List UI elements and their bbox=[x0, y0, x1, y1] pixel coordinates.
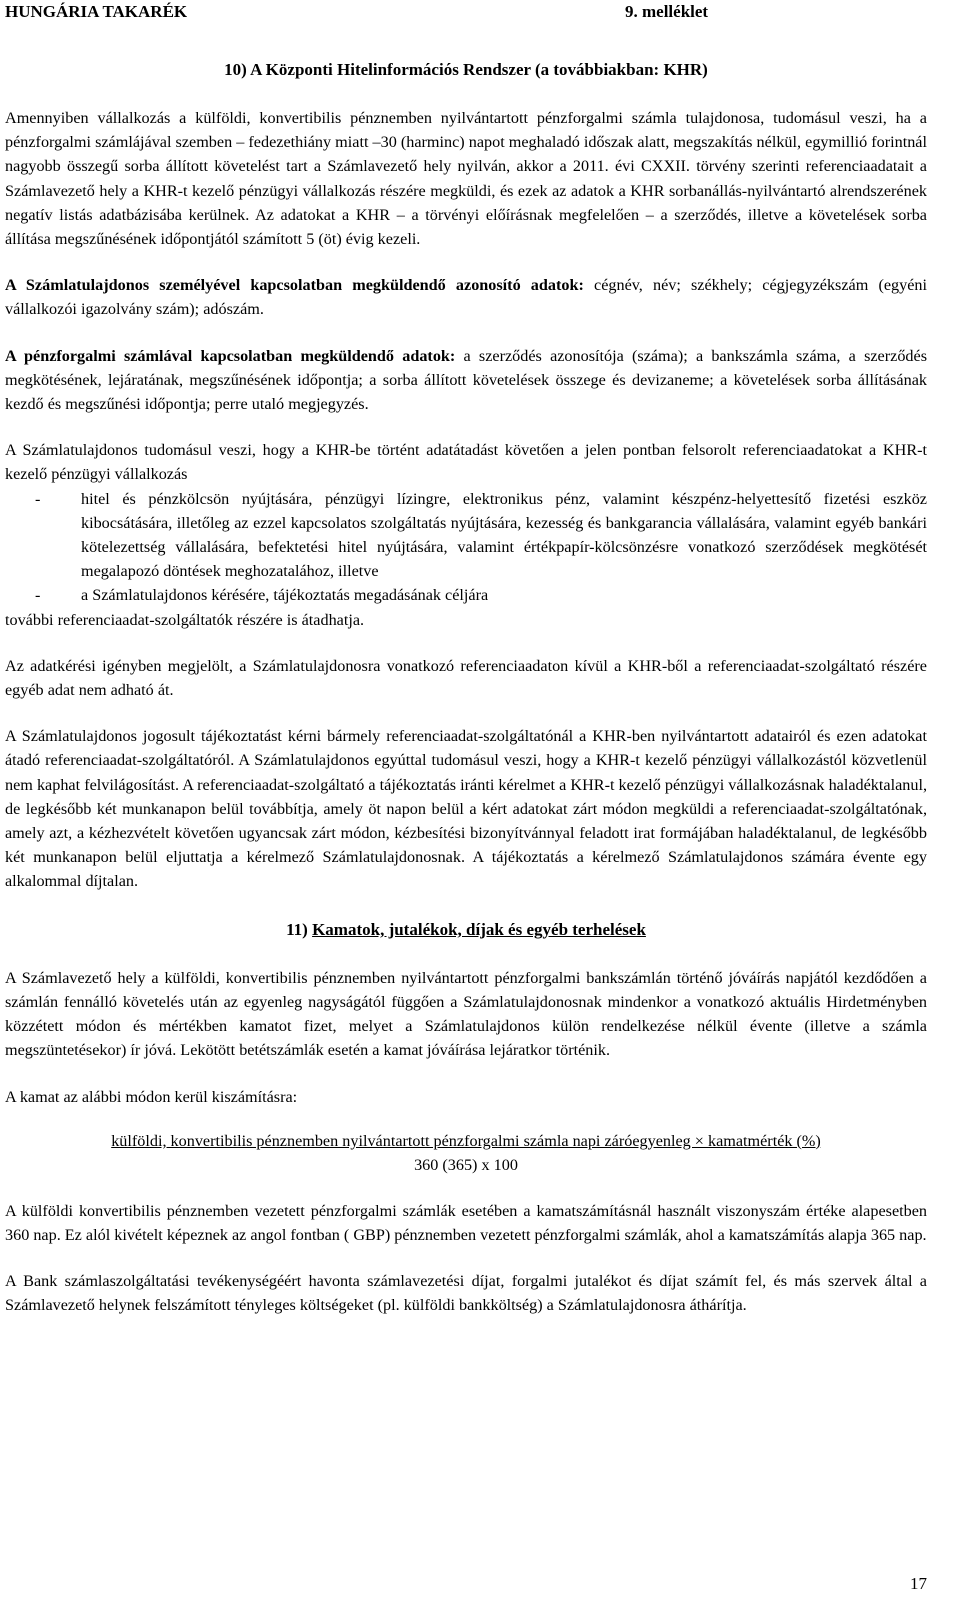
khr-paragraph-3-bold: A pénzforgalmi számlával kapcsolatban megküldendő adatok: bbox=[5, 346, 456, 365]
list-item bbox=[5, 583, 927, 607]
page-number: 17 bbox=[910, 1574, 927, 1593]
interest-paragraph-1: A Számlavezető hely a külföldi, konvertibilis pénznemben nyilvántartott pénzforgalmi bankszámlán történő jóváírás napjától kezdődően a számlán fennálló követelés után az egyenleg nagyságától függően a Számlatulajdonosnak mindenkor a vonatkozó aktuális Hirdetményben közzétett módon és mértékben kamatot fizet, melyet a Számlatulajdonos külön rendelkezése nélkül évente (illetve a számla megszüntetésekor) ír jóvá. Lekötött betétszámlák esetén a kamat jóváírása lejáratkor történik. bbox=[5, 968, 927, 1060]
interest-paragraph-4: A Bank számlaszolgáltatási tevékenységéért havonta számlavezetési díjat, forgalmi jutalékot és díjat számít fel, és más szervek által a Számlavezető helynek felszámított tényleges költségeket (pl. külföldi bankköltség) a Számlatulajdonosra áthárítja. bbox=[5, 1272, 927, 1315]
khr-paragraph-6: A Számlatulajdonos jogosult tájékoztatást kérni bármely referenciaadat-szolgáltatónál a KHR-ben nyilvántartott adatairól és ezen adatokat átadó referenciaadat-szolgáltatóról. A Számlatulajdonos egyúttal tudomásul veszi, hogy a KHR-t kezelő pénzügyi vállalkozástól közvetlenül nem kaphat felvilágosítást. A referenciaadat-szolgáltató a tájékoztatás iránti kérelmet a KHR-t kezelő pénzügyi vállalkozásnak haladéktalanul, de legkésőbb két munkanapon belül továbbítja, amely öt napon belül a kért adatokat zárt módon megküldi a referenciaadat-szolgáltatónak, amely azt, a kézhezvételt követően ugyancsak zárt módon, kézbesítési bizonyítvánnyal feladott irat formájában haladéktalanul, de legkésőbb két munkanapon belül eljuttatja a kérelmező Számlatulajdonosnak. A tájékoztatás a kérelmező Számlatulajdonos számára évente egy alkalommal díjtalan. bbox=[5, 727, 927, 891]
formula-numerator: külföldi, konvertibilis pénznemben nyilvántartott pénzforgalmi számla napi záróegyenleg × kamatmérték (%) bbox=[111, 1131, 821, 1150]
section-10-title: 10) A Központi Hitelinformációs Rendszer (a továbbiakban: KHR) bbox=[224, 60, 708, 79]
page-header bbox=[5, 0, 927, 30]
list-item bbox=[5, 487, 927, 584]
formula-denominator: 360 (365) x 100 bbox=[414, 1155, 518, 1174]
khr-paragraph-2 bbox=[5, 273, 927, 321]
interest-paragraph-3: A külföldi konvertibilis pénznemben vezetett pénzforgalmi számlák esetében a kamatszámításnál használt viszonyszám értéke alapesetben 360 nap. Ez alól kivételt képeznek az angol fontban ( GBP) pénznemben vezetett pénzforgalmi számlák, ahol a kamatszámítás alapja 365 nap. bbox=[5, 1201, 927, 1244]
purpose-list bbox=[5, 487, 927, 608]
khr-paragraph-3-rest: a szerződés azonosítója (száma); a bankszámla száma, a szerződés megkötésének, lejáratának, megszűnésének időpontja; a sorba állított követelések összege és devizaneme; a követelések sorba állításának kezdő és megszűnési időpontja; perre utaló megjegyzés. bbox=[5, 346, 927, 414]
khr-paragraph-2-rest: cégnév, név; székhely; cégjegyzékszám (egyéni vállalkozói igazolvány szám); adószám. bbox=[5, 276, 927, 319]
document-page bbox=[5, 0, 927, 1318]
khr-paragraph-4-end: további referenciaadat-szolgáltatók részére is átadhatja. bbox=[5, 610, 365, 629]
khr-paragraph-3 bbox=[5, 344, 927, 417]
list-dash: - bbox=[35, 489, 41, 508]
section-11-heading: Kamatok, jutalékok, díjak és egyéb terhelések bbox=[312, 919, 646, 939]
list-item-text: hitel és pénzkölcsön nyújtására, pénzügyi lízingre, elektronikus pénz, valamint készpénz-helyettesítő fizetési eszköz kibocsátására, illetőleg az ezzel kapcsolatos szolgáltatás nyújtására, kezesség és bankgarancia vállalására, valamint egyéb bankári kötelezettség vállalására, befektetési hitel nyújtására, valamint értékpapír-kölcsönzésre vonatkozó szerződések megkötését megalapozó döntések meghozatalához, illetve bbox=[81, 489, 927, 581]
list-dash: - bbox=[35, 586, 41, 605]
khr-paragraph-1: Amennyiben vállalkozás a külföldi, konvertibilis pénznemben nyilvántartott pénzforgalmi számla tulajdonosa, tudomásul veszi, ha a pénzforgalmi számlájával szemben – fedezethiány miatt –30 (harminc) napot meghaladó időszak alatt, megszakítás nélkül, egymillió forintnál nagyobb összegű sorba állított követelést tart a Számlavezető hely nyilván, akkor a 2011. évi CXXII. törvény szerinti referenciaadatait a Számlavezető hely a KHR-t kezelő pénzügyi vállalkozás részére megküldi, és ezek az adatok a KHR sorbanállás-nyilvántartó alrendszerének negatív listás adatbázisába kerülnek. Az adatokat a KHR – a törvényi előírásnak megfelelően – a szerződés, illetve a követelések sorba állítása megszűnésének időpontjától számított 5 (öt) évig kezeli. bbox=[5, 109, 927, 249]
khr-paragraph-4: A Számlatulajdonos tudomásul veszi, hogy a KHR-be történt adatátadást követően a jelen pontban felsorolt referenciaadatokat a KHR-t kezelő pénzügyi vállalkozás bbox=[5, 441, 927, 484]
section-11-title bbox=[5, 918, 927, 942]
interest-paragraph-2: A kamat az alábbi módon kerül kiszámításra: bbox=[5, 1087, 298, 1106]
section-11-number: 11) bbox=[286, 919, 313, 939]
bank-name: HUNGÁRIA TAKARÉK bbox=[5, 2, 188, 21]
khr-paragraph-5: Az adatkérési igényben megjelölt, a Számlatulajdonosra vonatkozó referenciaadaton kívül a KHR-ből a referenciaadat-szolgáltató részére egyéb adat nem adható át. bbox=[5, 656, 927, 700]
annex-label: 9. melléklet bbox=[625, 2, 709, 21]
interest-formula bbox=[5, 1129, 927, 1177]
khr-paragraph-2-bold: A Számlatulajdonos személyével kapcsolatban megküldendő azonosító adatok: bbox=[5, 276, 584, 295]
list-item-text: a Számlatulajdonos kérésére, tájékoztatás megadásának céljára bbox=[81, 586, 489, 605]
